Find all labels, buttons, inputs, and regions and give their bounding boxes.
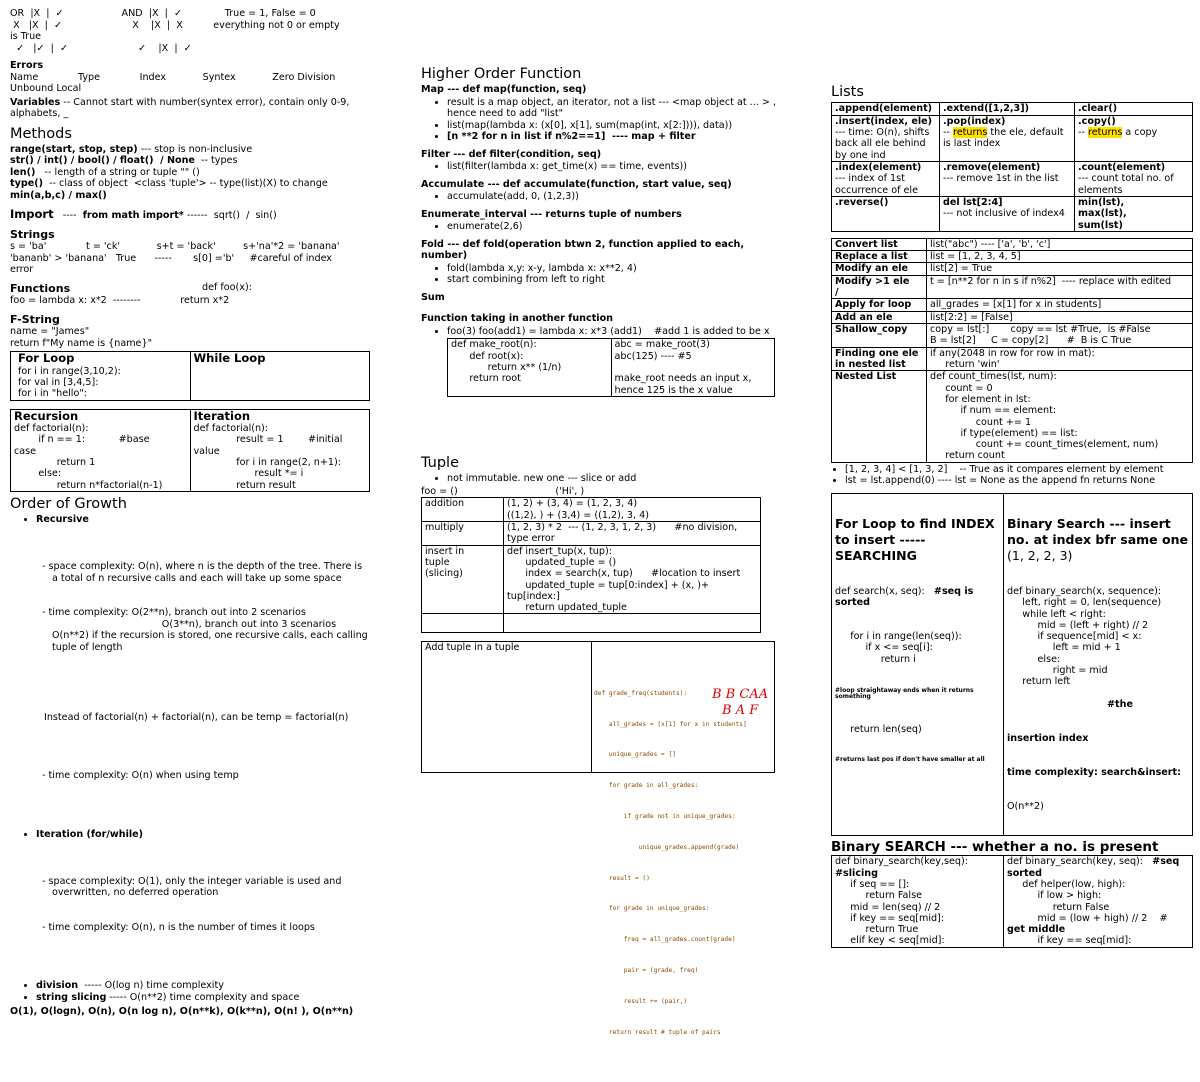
search-code-body: for i in range(len(seq)): if x <= seq[i]: return i [850,631,962,665]
op-name: Convert list [832,238,927,250]
functions-header [10,282,370,296]
method-cell [940,103,1075,115]
table-row [832,347,1193,371]
method-cell [940,161,1075,196]
op-name: Shallow_copy [832,324,927,348]
fold-list [421,263,781,286]
import-functions: ------ sqrt() / sin() [183,210,277,222]
make-root-table [447,338,775,397]
code-line: all_grades = [x[1] for x in students] [594,720,747,728]
list-item: - time complexity: O(n) when using temp [52,770,370,782]
binary-insert-heading [1007,516,1193,563]
slicing-text: ----- O(n**2) time complexity and space [106,991,300,1003]
list-item: • fold(lambda x,y: x-y, lambda x: x**2, 4) [447,263,781,275]
method-cell [940,115,1075,161]
code-line: for grade in all_grades: [594,782,699,790]
method-name: .pop(index) [943,115,1006,127]
list-item: • lst = lst.append(0) ---- lst = None as the append fn returns None [845,475,1193,487]
add-tuple-table [421,641,775,1036]
method-cell [1075,103,1193,115]
list-operations-table [831,238,1193,463]
op-name: Modify an ele [832,263,927,275]
errors-list-2: Unbound Local [10,83,82,94]
binary-insert-note: insertion index [1007,733,1089,745]
list-methods-table [831,102,1193,231]
division-label: division [36,980,79,992]
code-line: return result # tuple of pairs [594,1028,721,1036]
table-row [832,275,1193,299]
list-item: • result is a map object, an iterator, not a list --- <map object at ... > , hence need to add "list" [447,97,781,120]
method-desc: -- class of object <class 'tuple'> -- type(list)(X) to change [42,178,328,190]
methods-heading: Methods [10,125,72,142]
op-example: t = [n**2 for n in s if n%2] ---- replace with edited [927,275,1193,299]
binary-insert-title: Binary Search --- insert no. at index bfr same one [1007,516,1193,548]
list-item: - space complexity: O(n), where n is the depth of the tree. There is a total of n recursive calls and each will take up some space [52,561,370,584]
variables-text: -- Cannot start with number(syntex error), contain only 0-9, alphabets, _ [10,96,353,119]
method-name: range(start, stop, step) [10,143,138,155]
iteration-code: def factorial(n): result = 1 #initial value for i in range(2, n+1): result *= i return result [193,423,343,491]
search-code-return: return len(seq) [835,723,922,735]
growth-item [36,992,370,1004]
tuple-table [421,497,761,633]
tuple-op [422,614,504,633]
method-line [10,167,370,179]
map-list [421,97,781,143]
table-row [832,324,1193,348]
slicing-label: string slicing [36,991,107,1003]
method-line [10,144,370,156]
method-name: .clear() [1078,103,1118,115]
errors-list: Name Type Index Syntex Zero Division [10,71,336,83]
division-text: ----- O(log n) time complexity [78,980,224,992]
while-loop-cell [190,352,370,401]
column-higher-order [421,66,781,1036]
op-example: list[2] = True [927,263,1193,275]
table-row [832,196,1193,231]
method-name: type() [10,178,43,190]
fstring-heading: F-String [10,312,60,326]
table-row [832,311,1193,323]
method-desc: --- count total no. of elements [1078,173,1174,196]
growth-heading: Order of Growth [10,496,127,512]
code-text: if seq == []: return False mid = len(seq) // 2 if key == seq[mid]: return True elif key < seq[mid]: [850,878,945,947]
for-loop-heading: For Loop [18,351,75,366]
binary-search-heading: Binary SEARCH --- whether a no. is present [831,839,1159,856]
fn-arg-heading: Function taking in another function [421,313,613,325]
recursion-cell [11,409,191,491]
method-name: str() / int() / bool() / float() / None [10,155,195,167]
op-name: Replace a list [832,251,927,263]
search-comment: #loop straightaway ends when it returns something [835,686,976,701]
table-row [422,545,761,614]
temp-note: Instead of factorial(n) + factorial(n), can be temp = factorial(n) [44,711,349,723]
list-item: • list(map(lambda x: (x[0], x[1], sum(map(int, x[2:]))), data)) [447,120,781,132]
binary-search-slicing-cell [832,856,1004,948]
functions-def: def foo(x): [202,281,252,293]
sum-heading: Sum [421,291,445,303]
tuple-heading: Tuple [421,454,459,471]
code-line: result += (pair,) [594,997,688,1005]
filter-heading: Filter --- def filter(condition, seq) [421,148,602,160]
binary-search-table [831,855,1193,948]
truth-line: OR |X | ✓ AND |X | ✓ True = 1, False = 0 [10,8,316,19]
make-root-usage: abc = make_root(3) abc(125) ---- #5 make_root needs an input x, hence 125 is the x value [611,339,775,397]
method-cell [1075,196,1193,231]
method-desc: the ele, default is last index [943,127,1067,150]
import-label: Import [10,207,54,222]
for-loop-cell [11,352,191,401]
op-example: copy = lst[:] copy == lst #True, is #False B = lst[2] C = copy[2] # B is C True [927,324,1193,348]
table-row [832,263,1193,275]
method-cell [1075,115,1193,161]
method-desc: -- [1078,127,1085,139]
truth-line: X |X | ✓ X |X | X everything not 0 or empty [10,19,340,31]
fold-heading: Fold --- def fold(operation btwn 2, function applied to each, number) [421,238,744,262]
list-item: • enumerate(2,6) [447,221,781,233]
table-row [832,115,1193,161]
truth-tables [10,8,370,54]
op-name: Add an ele [832,311,927,323]
for-loop-search-cell [832,493,1004,835]
complexity-ranking: O(1), O(logn), O(n), O(n log n), O(n**k), O(k**n), O(n! ), O(n**n) [10,1006,354,1018]
table-row [832,103,1193,115]
search-insert-table [831,493,1193,836]
iteration-cell [190,409,370,491]
strings-heading: Strings [10,228,55,242]
recursive-sublist [36,538,370,688]
code-line: def grade_freq(students): [594,689,688,697]
tuple-op: multiply [422,521,504,545]
method-name: del lst[2:4] [943,196,1003,208]
list-item: - time complexity: O(2**n), branch out into 2 scenarios O(3**n), branch out into 3 scenarios O(n**2) if the recursion is stored, one recursive calls, each calling tuple of length [52,607,370,665]
recursion-heading: Recursion [14,408,79,423]
method-cell [940,196,1075,231]
make-root-code: def make_root(n): def root(x): return x** (1/n) return root [448,339,612,397]
binary-insert-code: def binary_search(x, sequence): left, right = 0, len(sequence) while left < right: mid = (left + right) // 2 if sequence[mid] < x: left = mid + 1 else: right = mid return left [1007,585,1162,688]
tuple-example: (1, 2, 3) * 2 --- (1, 2, 3, 1, 2, 3) #no division, type error [504,521,761,545]
tuple-op: insert in tuple (slicing) [422,545,504,614]
list-item: • accumulate(add, 0, (1,2,3)) [447,191,781,203]
iteration-sublist [36,853,370,957]
method-desc: -- [943,127,950,139]
code-snippet [594,667,772,1036]
growth-item [36,514,370,829]
strings-line: 'bananb' > 'banana' True ----- s[0] ='b' #careful of index [10,252,332,264]
op-name: Nested List [832,371,927,463]
fn-arg-list [421,326,781,338]
op-example: all_grades = [x[1] for x in students] [927,299,1193,311]
grade-freq-screenshot [592,642,775,1036]
method-desc: --- stop is non-inclusive [137,143,253,155]
highlighted-word: returns [1087,127,1123,139]
method-cell [1075,161,1193,196]
list-item: • foo(3) foo(add1) = lambda x: x*3 (add1) #add 1 is added to be x [447,326,781,338]
method-desc: --- not inclusive of index4 [943,208,1065,220]
import-statement: from math import* [82,210,184,222]
method-name: .copy() [1078,115,1116,127]
table-row [832,238,1193,250]
code-line: result = () [594,874,650,882]
method-desc: --- index of 1st occurrence of ele [835,173,918,196]
method-desc: --- remove 1st in the list [943,173,1059,185]
binary-insert-example: (1, 2, 2, 3) [1007,547,1073,563]
method-name: min(lst), max(lst), sum(lst) [1078,196,1127,231]
growth-list [10,514,370,1003]
table-row [832,299,1193,311]
recursive-label: Recursive [36,514,89,526]
search-comment: #returns last pos if don't have smaller at all [835,756,985,764]
add-tuple-label: Add tuple in a tuple [422,642,592,772]
column-basics [10,8,370,1018]
tuple-op: addition [422,498,504,522]
code-line: unique_grades = [] [594,751,676,759]
code-line: pair = (grade, freq) [594,967,699,975]
handwritten-note: B B CAA [712,687,769,703]
method-desc: -- types [194,155,238,167]
variables-label: Variables [10,96,61,108]
tuple-example: def insert_tup(x, tup): updated_tuple = () index = search(x, tup) #location to insert updated_tuple = tup[0:index] + (x, )+ tup[index:] return updated_tuple [504,545,761,614]
accumulate-heading: Accumulate --- def accumulate(function, start value, seq) [421,178,732,190]
list-notes [831,464,1193,487]
code-comment: get middle [1007,924,1066,936]
code-text: def binary_search(key, seq): [1007,856,1153,868]
method-cell [832,196,940,231]
code-text: if key == seq[mid]: [1007,935,1132,947]
recursive-sublist-2 [36,747,370,805]
method-desc: --- time: O(n), shifts back all ele behind by one ind [835,127,930,161]
method-name: min(a,b,c) / max() [10,189,107,201]
code-comment: #seq sorted [1007,856,1183,879]
code-comment: #slicing [835,867,878,879]
fstring-line: return f"My name is {name}" [10,337,152,349]
enumerate-heading: Enumerate_interval --- returns tuple of numbers [421,208,682,220]
method-cell [832,103,940,115]
method-name: .reverse() [835,196,889,208]
method-line [10,155,370,167]
truth-line: ✓ |✓ | ✓ ✓ |X | ✓ [10,42,192,54]
table-row [832,371,1193,463]
method-line [10,190,370,202]
growth-item [36,829,370,981]
binary-insert-complexity-value: O(n**2) [1007,801,1044,813]
tuple-example: (1, 2) + (3, 4) = (1, 2, 3, 4) ((1,2), ) + (3,4) = ((1,2), 3, 4) [504,498,761,522]
table-row [422,614,761,633]
code-line: freq = all_grades.count(grade) [594,936,736,944]
method-line [10,178,370,190]
strings-line: s = 'ba' t = 'ck' s+t = 'back' s+'na'*2 = 'banana' [10,241,340,253]
highlighted-word: returns [952,127,988,139]
op-example: list("abc") ---- ['a', 'b', 'c'] [927,238,1193,250]
list-item: • [1, 2, 3, 4] < [1, 3, 2] -- True as it compares element by element [845,464,1193,476]
filter-list [421,161,781,173]
growth-item [36,980,370,992]
strings-line: error [10,264,34,276]
list-item: • list(filter(lambda x: get_time(x) == time, events)) [447,161,781,173]
binary-insert-cell [1004,493,1193,835]
accumulate-list [421,191,781,203]
op-name: Modify >1 ele / [832,275,927,299]
for-loop-search-heading: For Loop to find INDEX to insert -----SEARCHING [835,516,999,563]
iteration-label: Iteration (for/while) [36,828,144,840]
table-row [422,498,761,522]
method-name: .extend([1,2,3]) [943,103,1029,115]
op-example: def count_times(lst, num): count = 0 for element in lst: if num == element: count += 1 if type(element) == list: count += count_times(element, num) return count [927,371,1193,463]
binary-insert-complexity: time complexity: search&insert: [1007,767,1181,779]
enumerate-list [421,221,781,233]
errors-heading: Errors [10,60,44,71]
list-item: • [n **2 for n in list if n%2==1] ---- map + filter [447,131,781,143]
recursion-iteration-table [10,409,370,492]
tuple-example [504,614,761,633]
tuple-foo: foo = () ('Hi', ) [421,485,585,497]
tuple-list [421,473,781,485]
method-name: len() [10,166,36,178]
list-item: • not immutable. new one --- slice or add [447,473,781,485]
truth-line: is True [10,31,42,42]
list-item: - time complexity: O(n), n is the number of times it loops [52,922,370,934]
column-lists [831,84,1193,947]
table-row [422,521,761,545]
functions-heading: Functions [10,281,71,295]
binary-insert-comment: #the [1107,699,1133,711]
loops-table [10,351,370,401]
method-name: .insert(index, ele) [835,115,933,127]
for-loop-code: for i in range(3,10,2): for val in [3,4,5]: for i in "hello": [18,365,121,400]
method-cell [832,115,940,161]
op-name: Apply for loop [832,299,927,311]
method-desc: -- length of a string or tuple "" () [35,166,200,178]
code-comment: #seq is sorted [835,585,977,609]
method-name: .append(element) [835,103,933,115]
lists-heading: Lists [831,84,864,100]
map-heading: Map --- def map(function, seq) [421,84,587,96]
code-line: if grade not in unique_grades: [594,812,736,820]
import-sep: ---- [53,210,83,222]
recursion-code: def factorial(n): if n == 1: #base case return 1 else: return n*factorial(n-1) [14,423,163,491]
while-loop-heading: While Loop [193,351,266,366]
list-item: • start combining from left to right [447,274,781,286]
method-cell [832,161,940,196]
table-row [832,251,1193,263]
method-name: .index(element) [835,161,922,173]
iteration-heading: Iteration [193,408,251,423]
op-example: if any(2048 in row for row in mat): return 'win' [927,347,1193,371]
import-line [10,208,370,222]
functions-line: foo = lambda x: x*2 -------- return x*2 [10,295,230,307]
code-text: def search(x, seq): [835,585,934,597]
op-example: list = [1, 2, 3, 4, 5] [927,251,1193,263]
handwritten-note: B A F [722,703,759,719]
code-line: unique_grades.append(grade) [594,843,740,851]
method-name: .remove(element) [943,161,1041,173]
binary-search-sorted-cell [1004,856,1193,948]
method-name: .count(element) [1078,161,1166,173]
method-desc: a copy [1122,127,1158,139]
code-text: def binary_search(key,seq): [835,856,968,868]
code-line: for grade in unique_grades: [594,905,710,913]
hof-heading: Higher Order Function [421,66,582,82]
op-name: Finding one ele in nested list [832,347,927,371]
code-text: def helper(low, high): if low > high: return False mid = (low + high) // 2 # [1022,878,1168,924]
fstring-line: name = "James" [10,326,90,338]
search-code [835,586,1000,609]
table-row [832,161,1193,196]
op-example: list[2:2] = [False] [927,311,1193,323]
list-item: - space complexity: O(1), only the integer variable is used and overwritten, no deferred operation [52,876,370,899]
variables-note [10,97,370,120]
